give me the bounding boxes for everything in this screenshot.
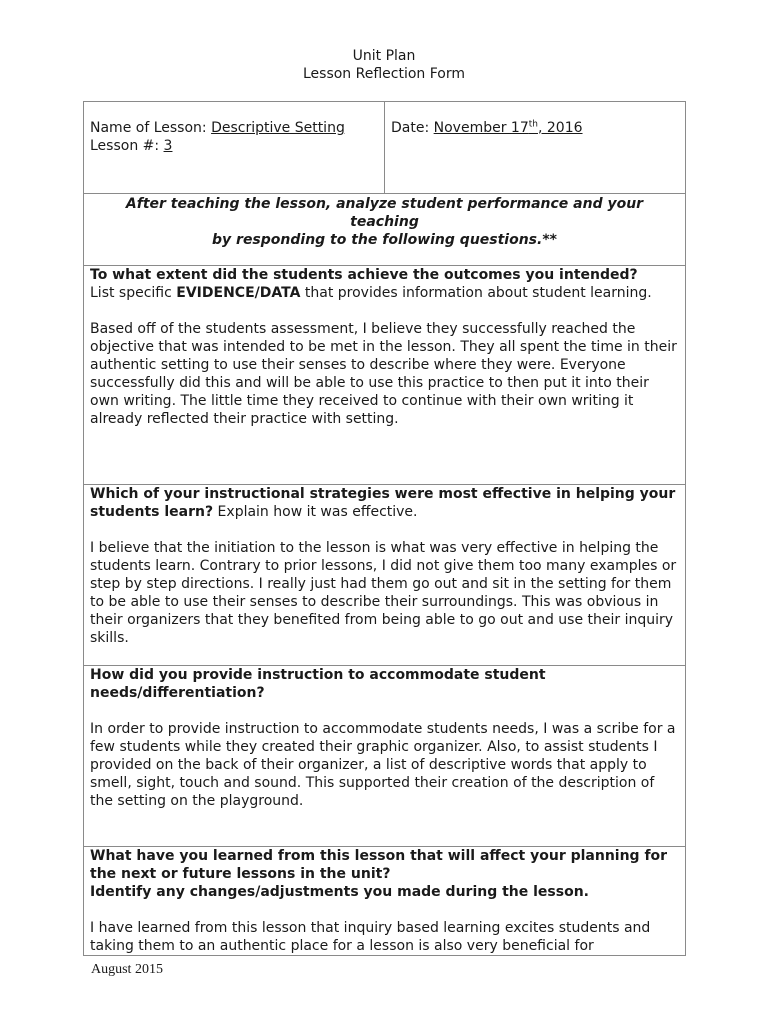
lesson-name-cell [84, 102, 385, 194]
title-lesson-reflection: Lesson Reflection Form [302, 66, 466, 82]
lesson-date-cell [385, 102, 686, 194]
strategies-answer: I believe that the initiation to the lesson is what was very effective in helping the students learn. Contrary to prior lessons, I did not give them too many examples or step by step directions. I really just had them go out and sit in the setting for them to be able to use their senses to describe their surroundings. This was obvious in their organizers that they benefited from being able to go out and use their inquiry skills. [90, 540, 677, 646]
section-strategies [84, 485, 686, 666]
footer-date: August 2015 [91, 962, 163, 977]
lesson-name-label: Name of Lesson: [90, 120, 212, 136]
lesson-name-value: Descriptive Setting [211, 120, 345, 136]
lesson-number-value: 3 [163, 138, 173, 154]
instructions-cell [84, 194, 686, 266]
differentiation-answer: In order to provide instruction to accommodate students needs, I was a scribe for a few students while they created their graphic organizer. Also, to assist students I provided on the back of their organizer, a list of descriptive words that apply to smell, sight, touch and sound. This supported their creation of the description of the setting on the playground. [90, 721, 676, 809]
title-unit-plan: Unit Plan [352, 48, 416, 64]
reflection-table [83, 101, 686, 956]
instructions-line2: by responding to the following questions.** [212, 232, 557, 248]
date-value: November 17th, 2016 [433, 119, 583, 136]
lesson-number-label: Lesson #: [90, 138, 164, 154]
learned-answer: I have learned from this lesson that inquiry based learning excites students and taking them to an authentic place for a lesson is also very beneficial for [90, 920, 651, 954]
section-outcomes [84, 266, 686, 485]
outcomes-answer: Based off of the students assessment, I believe they successfully reached the objective that was intended to be met in the lesson. They all spent the time in their authentic setting to use their senses to describe where they were. Everyone successfully did this and will be able to use this practice to then put it into their own writing. The little time they received to continue with their own writing it already reflected their practice with setting. [90, 321, 677, 427]
instructions-line1: After teaching the lesson, analyze student performance and your teaching [125, 196, 644, 230]
differentiation-question: How did you provide instruction to accommodate student needs/differentiation? [90, 667, 546, 701]
learned-question-2: Identify any changes/adjustments you made during the lesson. [90, 884, 589, 900]
instructions-row [84, 194, 686, 266]
section-differentiation [84, 666, 686, 847]
section-learned [84, 847, 686, 956]
form-title [0, 47, 768, 83]
strategies-question: Which of your instructional strategies were most effective in helping your students learn? Explain how it was effective. [90, 486, 676, 520]
outcomes-question: To what extent did the students achieve the outcomes you intended? [90, 267, 638, 283]
outcomes-prompt: List specific EVIDENCE/DATA that provides information about student learning. [90, 285, 652, 301]
learned-question: What have you learned from this lesson that will affect your planning for the next or future lessons in the unit? [90, 848, 668, 882]
date-label: Date: [391, 120, 434, 136]
lesson-info-row [84, 102, 686, 194]
